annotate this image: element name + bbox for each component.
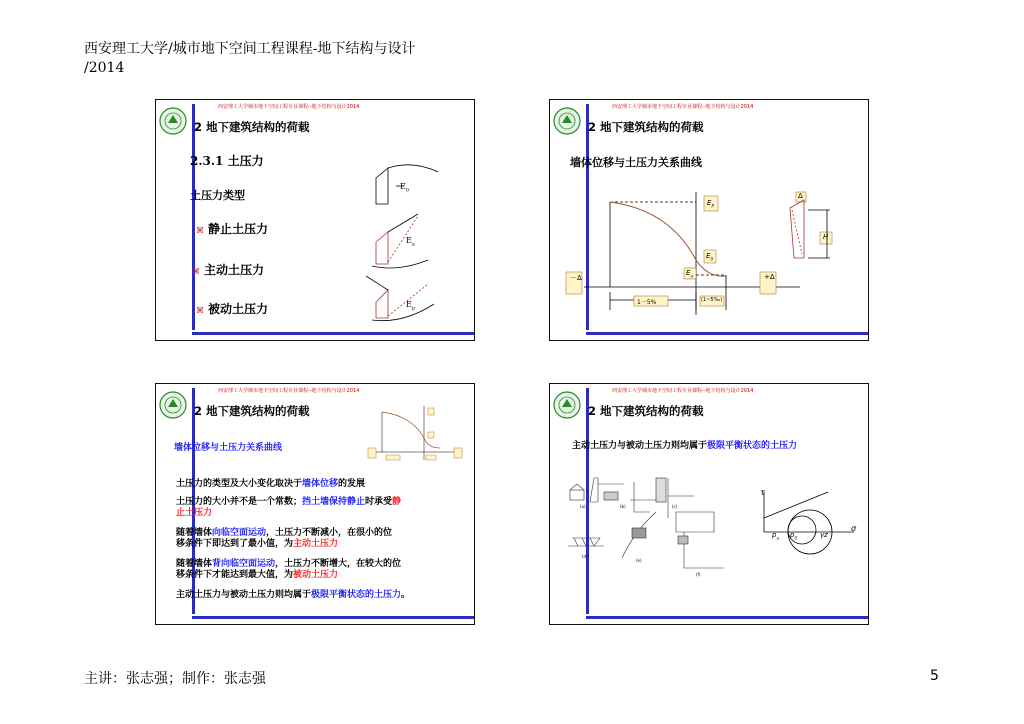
list-item-active: ⌘ 主动土压力 [192,263,265,277]
slide-body-text [176,479,466,601]
label-ea: $E_a$ [686,269,693,279]
slide-title: 2 地下建筑结构的荷载 [588,404,704,418]
university-logo-icon [158,106,188,136]
university-logo-icon [552,390,582,420]
body-line-2: 土压力的大小并不是一个常数；挡土墙保持静止时承受静 [176,497,402,507]
slide-header: 西安理工大学城市地下空间工程专业课程--地下结构与设计2014 [218,104,360,110]
label-h: H [823,233,829,241]
slide-thumbnail-3[interactable] [155,383,475,625]
body-line-3: 止土压力 [176,508,213,518]
fig-label-a: (a) [580,504,586,509]
retaining-structures-examples [564,472,754,582]
document-footer: 主讲：张志强；制作：张志强 [84,671,266,687]
body-line-8: 主动土压力与被动土压力则均属于极限平衡状态的土压力。 [176,590,411,600]
slide-bottom-bar [586,616,868,619]
fig-label-c: (c) [672,504,678,509]
body-line-4: 随着墙体向临空面运动，土压力不断减小，在很小的位 [176,528,393,538]
fig-label-e: (e) [636,558,642,563]
displacement-pressure-curve [550,100,868,340]
slide-bottom-bar [192,332,474,335]
label-ea: $E_a$ [406,236,415,248]
slide-subtitle: 墙体位移与土压力关系曲线 [570,156,702,169]
fig-label-f: (f) [696,572,701,577]
header-line-1: 西安理工大学/城市地下空间工程课程-地下结构与设计 [84,41,416,57]
slide-title: 2 地下建筑结构的荷载 [194,404,310,418]
slide-subtitle: 主动土压力与被动土压力则均属于极限平衡状态的土压力 [572,441,798,451]
body-line-7: 移条件下才能达到最大值，为被动土压力 [176,570,339,580]
header-line-2: /2014 [84,60,125,76]
label-e0: $E_0$ [400,182,410,194]
slide-header: 西安理工大学城市地下空间工程专业课程--地下结构与设计2014 [612,104,754,110]
slide-subtitle: 墙体位移与土压力关系曲线 [174,443,283,453]
fig-label-b: (b) [620,504,626,509]
body-line-5: 移条件下即达到了最小值，为主动土压力 [176,539,339,549]
label-range-2: (1~5‰) [701,297,723,303]
mini-curve-icon [366,404,466,462]
sigma-label: σ [851,524,857,533]
label-range-1: 1－5% [637,299,657,306]
label-minus-delta: －Δ [570,274,582,282]
fig-label-d: (d) [582,554,588,559]
document-header [84,40,415,78]
university-logo-icon [158,390,188,420]
label-ep: $E_P$ [707,199,714,209]
list-item-passive: ⌘ 被动土压力 [196,302,269,316]
page-number: 5 [930,668,939,684]
slide-header: 西安理工大学城市地下空间工程专业课程--地下结构与设计2014 [218,388,360,394]
label-ep: $E_p$ [406,300,416,312]
slide-header: 西安理工大学城市地下空间工程专业课程--地下结构与设计2014 [612,388,754,394]
label-delta: Δ [798,192,803,200]
section-heading: 2.3.1 土压力 [190,154,264,168]
label-plus-delta: +Δ [764,273,775,281]
body-line-6: 随着墙体背向临空面运动，土压力不断增大，在较大的位 [176,559,402,569]
mohr-circle-diagram [758,488,866,558]
p0-label: $p_0$ [790,531,797,541]
slide-left-bar [192,104,195,330]
tau-label: τ [760,488,765,497]
slide-thumbnail-1[interactable] [155,99,475,341]
pa-label: $p_a$ [772,531,779,541]
slide-title: 2 地下建筑结构的荷载 [588,120,704,134]
slide-subtitle: 土压力类型 [190,189,245,202]
list-item-static: ⌘ 静止土压力 [196,222,269,236]
gz-label: γz [820,531,828,539]
slide-thumbnail-4[interactable] [549,383,869,625]
body-line-1: 土压力的类型及大小变化取决于墙体位移的发展 [176,479,366,489]
slide-thumbnail-2[interactable] [549,99,869,341]
slide-bottom-bar [192,616,474,619]
label-e0: $E_0$ [706,252,713,262]
slide-title: 2 地下建筑结构的荷载 [194,120,310,134]
